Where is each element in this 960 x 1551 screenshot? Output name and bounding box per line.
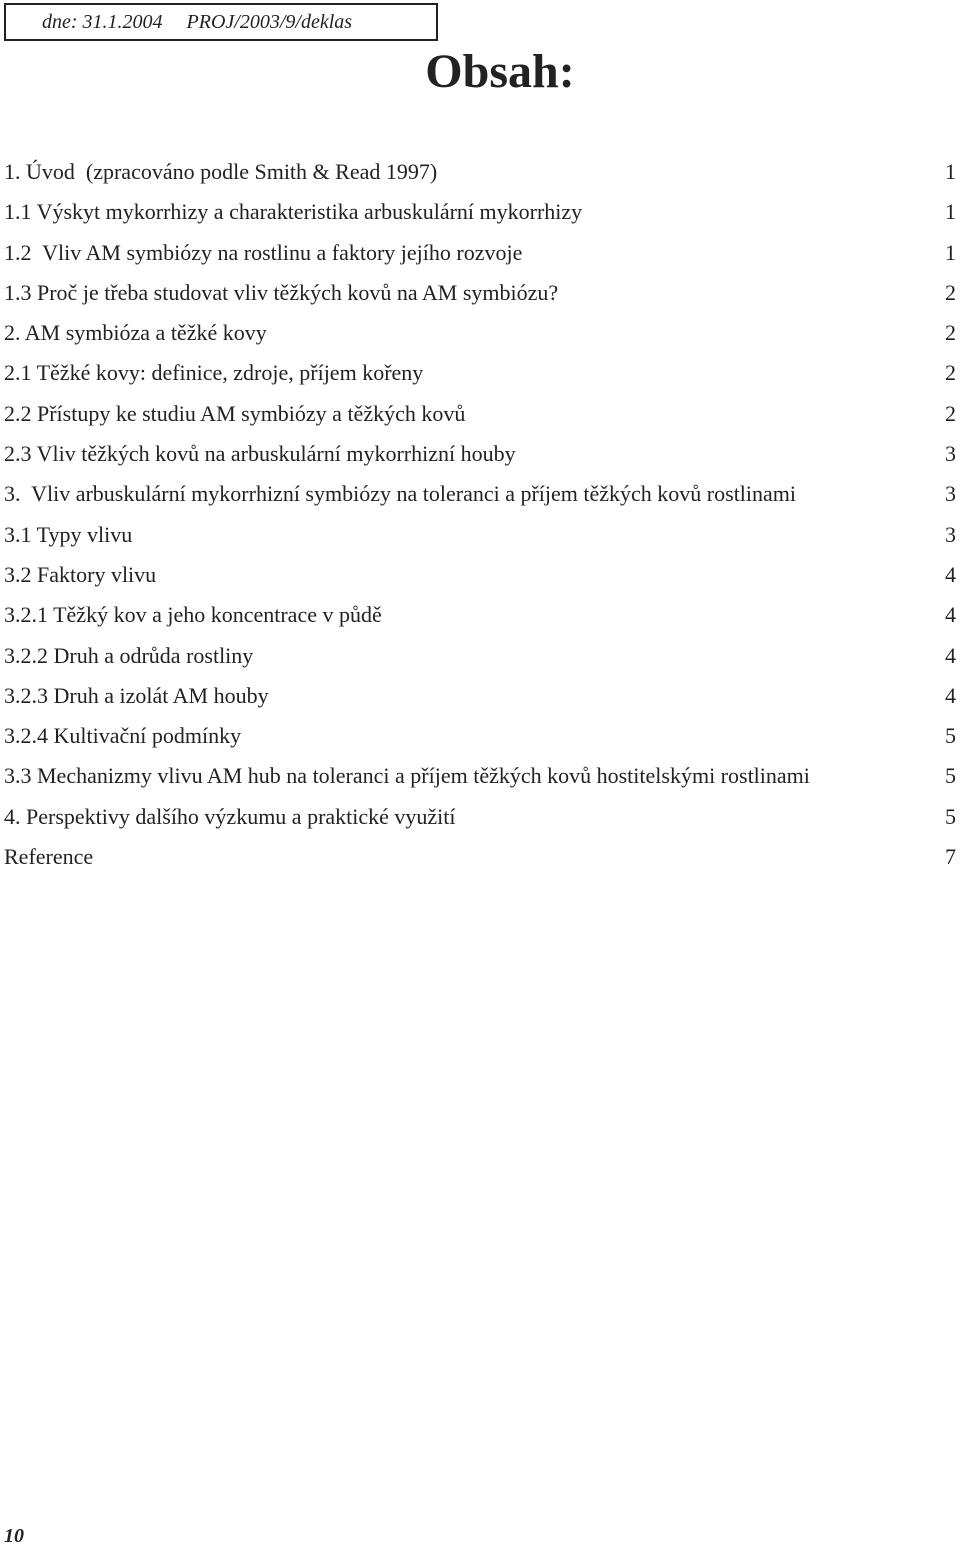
toc-entry-label: 3.2.3 Druh a izolát AM houby <box>4 682 269 708</box>
toc-entry-label: 3. Vliv arbuskulární mykorrhizní symbiózy na toleranci a příjem těžkých kovů rostlinami <box>4 481 797 507</box>
toc-entry-page: 5 <box>945 723 956 749</box>
toc-entry-page: 5 <box>945 763 956 789</box>
toc-entry <box>4 555 960 595</box>
toc-entry <box>4 434 960 474</box>
toc-entry <box>4 676 960 716</box>
toc-entry-page: 4 <box>945 682 956 708</box>
toc-entry <box>4 233 960 273</box>
toc-entry-page: 7 <box>945 844 956 870</box>
toc-entry-label: 3.2.1 Těžký kov a jeho koncentrace v půdě <box>4 602 382 628</box>
toc-entry-page: 1 <box>945 199 956 225</box>
toc-entry-label: 2.1 Těžké kovy: definice, zdroje, příjem kořeny <box>4 360 424 386</box>
toc-entry-page: 3 <box>945 521 956 547</box>
toc-entry <box>4 313 960 353</box>
toc-entry-label: 4. Perspektivy dalšího výzkumu a praktické využití <box>4 803 456 829</box>
toc-entry-page: 4 <box>945 602 956 628</box>
toc-entry <box>4 152 960 192</box>
toc-entry-label: 3.2.2 Druh a odrůda rostliny <box>4 642 254 668</box>
toc-entry-label: 2.3 Vliv těžkých kovů na arbuskulární mykorrhizní houby <box>4 441 516 467</box>
toc-entry <box>4 192 960 232</box>
toc-entry <box>4 837 960 877</box>
toc-entry-label: 1.3 Proč je třeba studovat vliv těžkých kovů na AM symbiózu? <box>4 279 559 305</box>
page-title: Obsah: <box>425 45 575 98</box>
toc-entry <box>4 595 960 635</box>
toc-entry-page: 5 <box>945 803 956 829</box>
toc-entry-page: 2 <box>945 360 956 386</box>
toc-entry <box>4 797 960 837</box>
toc-entry-label: 1. Úvod (zpracováno podle Smith & Read 1997) <box>4 159 438 184</box>
toc-entry-page: 2 <box>945 320 956 346</box>
toc-entry-label: 3.1 Typy vlivu <box>4 521 133 547</box>
document-header-box <box>4 3 438 41</box>
toc-entry-page: 4 <box>945 561 956 587</box>
toc-entry-page: 2 <box>945 400 956 426</box>
toc-entry <box>4 756 960 796</box>
toc-entry-page: 2 <box>945 279 956 305</box>
toc-entry-page: 1 <box>945 159 956 184</box>
toc-entry-label: 2. AM symbióza a těžké kovy <box>4 320 267 346</box>
toc-entry <box>4 716 960 756</box>
toc-entry-page: 1 <box>945 239 956 265</box>
toc-entry-label: 3.2 Faktory vlivu <box>4 561 157 587</box>
table-of-contents <box>4 152 960 877</box>
toc-entry-page: 3 <box>945 441 956 467</box>
toc-entry-label: 1.1 Výskyt mykorrhizy a charakteristika arbuskulární mykorrhizy <box>4 199 583 225</box>
toc-entry <box>4 353 960 393</box>
header-project-code: PROJ/2003/9/deklas <box>186 11 353 33</box>
toc-entry-label: 1.2 Vliv AM symbiózy na rostlinu a faktory jejího rozvoje <box>4 239 523 265</box>
toc-entry <box>4 394 960 434</box>
toc-entry-label: 3.3 Mechanizmy vlivu AM hub na toleranci a příjem těžkých kovů hostitelskými rostlinami <box>4 763 810 789</box>
toc-entry-label: 3.2.4 Kultivační podmínky <box>4 723 242 749</box>
header-date: dne: 31.1.2004 <box>42 11 163 33</box>
toc-entry-label: Reference <box>4 844 94 870</box>
toc-entry-label: 2.2 Přístupy ke studiu AM symbiózy a těžkých kovů <box>4 400 466 426</box>
toc-entry <box>4 273 960 313</box>
toc-entry <box>4 636 960 676</box>
footer-page-number: 10 <box>4 1525 24 1547</box>
toc-entry-page: 3 <box>945 481 956 507</box>
toc-entry-page: 4 <box>945 642 956 668</box>
toc-entry <box>4 474 960 514</box>
toc-entry <box>4 515 960 555</box>
